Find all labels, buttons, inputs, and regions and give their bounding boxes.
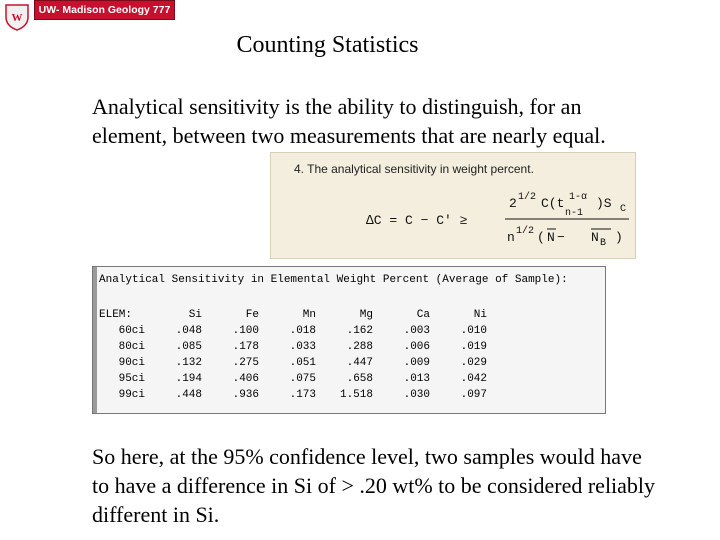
table-cell: .030 xyxy=(403,389,430,401)
uw-crest-icon xyxy=(2,2,32,32)
table-cell: .019 xyxy=(460,341,487,353)
conclusion-paragraph: So here, at the 95% confidence level, two samples would have to have a difference in Si of > .20 wt% to be considered reliably different in Si. xyxy=(92,444,656,527)
intro-paragraph: Analytical sensitivity is the ability to distinguish, for an element, between two measurements that are nearly equal. xyxy=(92,94,606,148)
table-cell: .006 xyxy=(403,341,430,353)
formula-den-nb: N xyxy=(591,230,599,245)
table-row xyxy=(97,387,487,403)
formula-den-nb-sub: B xyxy=(600,238,607,249)
table-cell: 90ci xyxy=(118,357,145,369)
formula-den-n: n xyxy=(507,230,515,245)
table-row xyxy=(97,339,487,355)
table-cell: .132 xyxy=(175,357,202,369)
table-cell: .288 xyxy=(346,341,373,353)
course-banner: UW- Madison Geology 777 xyxy=(34,0,175,20)
table-row xyxy=(97,355,487,371)
table-cell: 1.518 xyxy=(339,389,373,401)
formula-den-nbar: N xyxy=(547,230,555,245)
column-header: Ni xyxy=(473,309,487,321)
table-cell: .275 xyxy=(232,357,259,369)
table-cell: .048 xyxy=(175,325,202,337)
table-cell: .009 xyxy=(403,357,430,369)
sensitivity-formula xyxy=(271,153,635,258)
table-cell: .658 xyxy=(346,373,373,385)
column-header: Ca xyxy=(416,309,430,321)
table-cell: .178 xyxy=(232,341,259,353)
formula-den-close: ) xyxy=(615,230,623,245)
table-cell: .029 xyxy=(460,357,487,369)
formula-num-base: 2 xyxy=(509,196,517,211)
formula-num-sub: n-1 xyxy=(565,208,584,219)
table-row xyxy=(97,323,487,339)
table-heading: Analytical Sensitivity in Elemental Weight Percent (Average of Sample): xyxy=(99,274,568,286)
formula-caption: 4. The analytical sensitivity in weight percent. xyxy=(294,162,534,176)
column-header: Si xyxy=(188,309,202,321)
column-header: Mg xyxy=(359,309,373,321)
table-cell: .100 xyxy=(232,325,259,337)
table-cell: .097 xyxy=(460,389,487,401)
svg-text:W: W xyxy=(11,12,23,24)
formula-num-exp: 1/2 xyxy=(518,192,537,203)
table-cell: .085 xyxy=(175,341,202,353)
table-cell: 80ci xyxy=(118,341,145,353)
formula-den-open: ( xyxy=(537,230,545,245)
table-cell: .013 xyxy=(403,373,430,385)
table-cell: .194 xyxy=(175,373,202,385)
table-cell: .936 xyxy=(232,389,259,401)
column-header: Fe xyxy=(245,309,259,321)
formula-num-close: )S xyxy=(596,196,612,211)
table-cell: .448 xyxy=(175,389,202,401)
table-cell: .173 xyxy=(289,389,316,401)
table-cell: .447 xyxy=(346,357,373,369)
formula-num-sup: 1-α xyxy=(569,192,588,203)
table-cell: .033 xyxy=(289,341,316,353)
table-cell: .010 xyxy=(460,325,487,337)
table-cell: .003 xyxy=(403,325,430,337)
sensitivity-table xyxy=(97,307,487,403)
table-cell: .042 xyxy=(460,373,487,385)
table-cell: .406 xyxy=(232,373,259,385)
formula-num-s-sub: C xyxy=(620,204,627,215)
table-cell: .018 xyxy=(289,325,316,337)
formula-lhs: ∆C = C − C′ ≥ xyxy=(366,213,468,228)
formula-panel xyxy=(270,152,636,259)
page-title: Counting Statistics xyxy=(236,32,419,58)
table-cell: .051 xyxy=(289,357,316,369)
column-header: Mn xyxy=(302,309,316,321)
table-cell: 99ci xyxy=(118,389,145,401)
table-cell: .075 xyxy=(289,373,316,385)
formula-num-c: C(t xyxy=(541,196,565,211)
column-header: ELEM: xyxy=(99,309,133,321)
sensitivity-table-panel xyxy=(92,266,606,414)
formula-den-minus: − xyxy=(557,230,565,245)
table-cell: .162 xyxy=(346,325,373,337)
table-header-row xyxy=(97,307,487,323)
table-cell: 95ci xyxy=(118,373,145,385)
table-cell: 60ci xyxy=(118,325,145,337)
formula-den-exp: 1/2 xyxy=(516,226,535,237)
table-row xyxy=(97,371,487,387)
